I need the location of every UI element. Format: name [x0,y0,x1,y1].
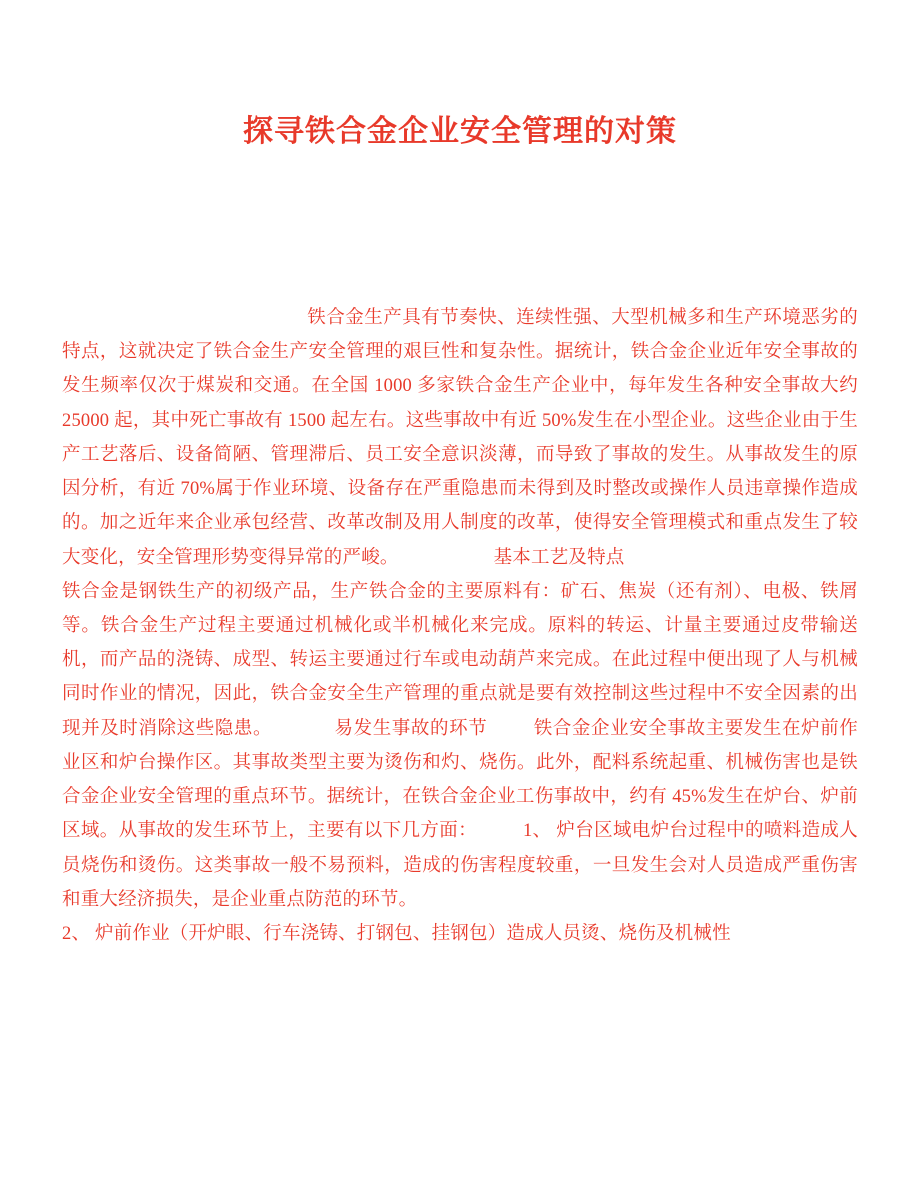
page-title: 探寻铁合金企业安全管理的对策 [243,114,677,149]
paragraph-3 [62,575,858,917]
paragraph-1-text: 铁合金生产具有节奏快、连续性强、大型机械多和生产环境恶劣的特点，这就决定了铁合金生产安全管理的艰巨性和复杂性。据统计，铁合金企业近年安全事故的发生频率仅次于煤炭和交通。在全国 1000 多家铁合金生产企业中，每年发生各种安全事故大约 25000 起，其中死亡事故有 1500 起左右。这些事故中有近 50%发生在小型企业。这些企业由于生产工艺落后、设备简陋、管理滞后、员工安全意识淡薄，而导致了事故的发生。从事故发生的原因分析，有近 70%属于作业环境、设备存在严重隐患而未得到及时整改或操作人员违章操作造成的。加之近年来企业承包经营、改革改制及用人制度的改革，使得安全管理模式和重点发生了较大变化，安全管理形势变得异常的严峻。 [62,308,858,568]
paragraph-1 [62,301,858,575]
title-body-spacer [62,151,858,301]
paragraph-7-text: 2、 炉前作业（开炉眼、行车浇铸、打钢包、挂钢包）造成人员烫、烧伤及机械性 [62,923,731,944]
paragraph-4-text: 易发生事故的环节 [334,718,488,739]
paragraph-3-text: 铁合金是钢铁生产的初级产品，生产铁合金的主要原料有：矿石、焦炭（还有剂）、电极、铁屑等。铁合金生产过程主要通过机械化或半机械化来完成。原料的转运、计量主要通过皮带输送机，而产品的浇铸、成型、转运主要通过行车或电动葫芦来完成。在此过程中便出现了人与机械同时作业的情况，因此，铁合金安全生产管理的重点就是要有效控制这些过程中不安全因素的出现并及时消除这些隐患。 [62,581,858,739]
document-body [62,301,858,951]
paragraph-2-text: 基本工艺及特点 [493,547,625,568]
paragraph-6-text: 1、 炉台区域电炉台过程中的喷料造成人员烧伤和烫伤。这类事故一般不易预料，造成的伤害程度较重，一旦发生会对人员造成严重伤害和重大经济损失，是企业重点防范的环节。 [62,821,858,910]
paragraph-7 [62,917,858,951]
paragraph-5-text: 铁合金企业安全事故主要发生在炉前作业区和炉台操作区。其事故类型主要为烫伤和灼、烧伤。此外，配料系统起重、机械伤害也是铁合金企业安全管理的重点环节。据统计，在铁合金企业工伤事故中，约有 45%发生在炉台、炉前区域。从事故的发生环节上，主要有以下几方面： [62,718,859,842]
